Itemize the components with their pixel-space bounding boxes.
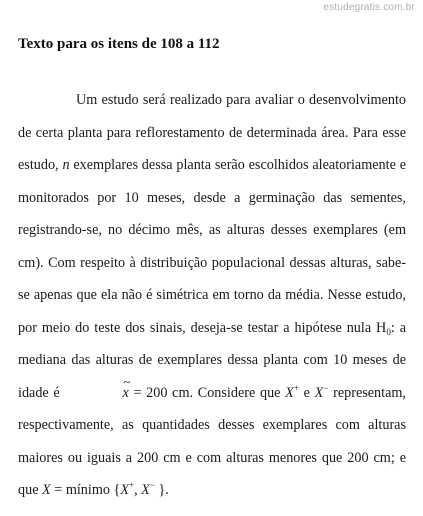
var-x: X <box>314 384 324 401</box>
text-segment: e <box>298 384 315 401</box>
text-segment: = mínimo { <box>50 482 121 498</box>
text-segment: representam, respectivamente, as quantidades desses exemplares com alturas maiores ou iguais a 200 cm e com alturas menores que 200 cm; e que <box>18 384 406 498</box>
superscript-plus: + <box>293 382 299 393</box>
site-watermark: estudegratis.com.br <box>323 2 415 13</box>
var-x: X <box>285 384 294 401</box>
subscript-zero: 0 <box>386 326 391 337</box>
superscript-minus: − <box>149 480 155 490</box>
text-segment: Um estudo será realizado para avaliar o desenvolvimento de certa planta para reflorestamento de determinada área. Para esse estudo, <box>18 92 406 173</box>
var-x: X <box>141 482 150 498</box>
text-segment: : a mediana das alturas de exemplares dessa planta com 10 meses de idade é <box>18 319 406 401</box>
text-segment: exemplares dessa planta serão escolhidos aleatoriamente e monitorados por 10 meses, desde a germinação das sementes, registrando-se, no décimo mês, as alturas desses exemplares (em cm). Com respeito à distribuição populacional dessas alturas, sabe-se apenas que ela não é simétrica em torno da média. Nesse estudo, por meio do teste dos sinais, deseja-se testar a hipótese nula H <box>18 157 407 336</box>
section-heading: Texto para os itens de 108 a 112 <box>18 36 220 52</box>
var-x-tilde: ~ x <box>64 377 128 410</box>
superscript-plus: + <box>128 480 135 490</box>
text-segment: , <box>134 482 142 498</box>
var-x: X <box>120 482 129 498</box>
superscript-minus: − <box>323 382 329 393</box>
var-n: n <box>62 157 70 173</box>
text-segment: = 200 cm. Considere que <box>128 384 286 401</box>
var-x: X <box>42 482 51 498</box>
body-paragraph <box>18 84 406 507</box>
text-segment: }. <box>154 482 169 498</box>
